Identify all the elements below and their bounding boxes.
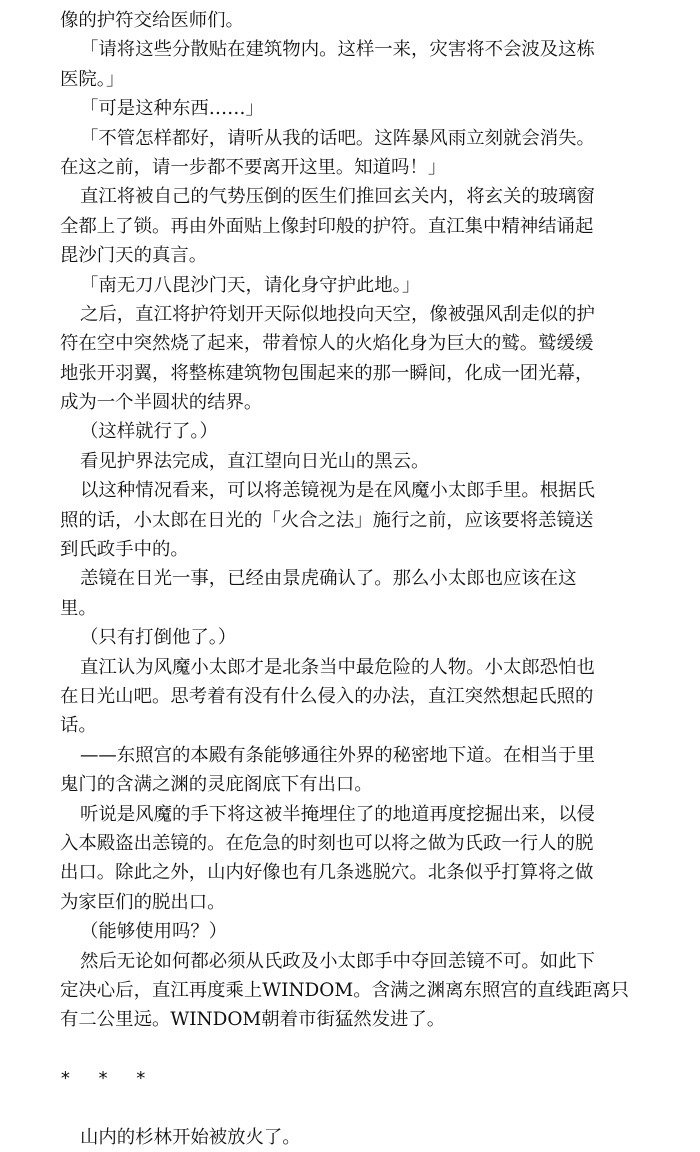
paragraph-line: 出口。除此之外，山内好像也有几条逃脱穴。北条似乎打算将之做 [60,862,594,884]
paragraph-line: 在这之前，请一步都不要离开这里。知道吗！」 [60,156,447,178]
paragraph-line: 直江认为风魔小太郎才是北条当中最危险的人物。小太郎恐怕也 [80,656,595,678]
paragraph-line: 「可是这种东西……」 [80,98,264,120]
novel-text-body [60,6,630,1035]
paragraph-line: 然后无论如何都必须从氏政及小太郎手中夺回恙镜不可。如此下 [80,950,595,972]
paragraph-line: 鬼门的含满之渊的灵庇阁底下有出口。 [60,774,373,796]
paragraph-line: 成为一个半圆状的结界。 [60,392,263,414]
paragraph-line: 全都上了锁。再由外面贴上像封印般的护符。直江集中精神结诵起 [60,215,594,237]
paragraph-line: 「南无刀八毘沙门天，请化身守护此地。」 [80,274,421,296]
paragraph-line: 山内的杉林开始被放火了。 [80,1126,301,1148]
blank-line [60,1035,630,1064]
section-separator: * * * [60,1068,155,1090]
paragraph-line: 为家臣们的脱出口。 [60,891,226,913]
paragraph-line: （这样就行了。） [80,421,218,443]
paragraph-line: 看见护界法完成，直江望向日光山的黑云。 [80,450,430,472]
document-page [60,6,630,1152]
paragraph-line: 像的护符交给医师们。 [60,10,244,31]
paragraph-line: 照的话，小太郎在日光的「火合之法」施行之前，应该要将恙镜送 [60,509,594,531]
paragraph-line: 医院。」 [60,68,125,90]
paragraph-line: 定决心后，直江再度乘上WINDOM。含满之渊离东照宫的直线距离只 [60,979,630,1001]
paragraph-line: 恙镜在日光一事，已经由景虎确认了。那么小太郎也应该在这 [80,568,577,590]
paragraph-line: 有二公里远。WINDOM朝着市街猛然发进了。 [60,1009,446,1031]
paragraph-line: 「不管怎样都好，请听从我的话吧。这阵暴风雨立刻就会消失。 [80,127,595,149]
paragraph-line: 直江将被自己的气势压倒的医生们推回玄关内，将玄关的玻璃窗 [80,186,595,208]
paragraph-line: ——东照宫的本殿有条能够通往外界的秘密地下道。在相当于里 [80,744,595,766]
paragraph-line: 话。 [60,715,97,737]
paragraph-line: 地张开羽翼，将整栋建筑物包围起来的那一瞬间，化成一团光幕， [60,362,594,384]
paragraph-line: 「请将这些分散贴在建筑物内。这样一来，灾害将不会波及这栋 [80,39,595,61]
paragraph-line: 到氏政手中的。 [60,539,189,561]
paragraph-line: 听说是风魔的手下将这被半掩埋住了的地道再度挖掘出来，以侵 [80,803,595,825]
paragraph-line: 符在空中突然烧了起来，带着惊人的火焰化身为巨大的鹫。鹫缓缓 [60,333,594,355]
paragraph-line: 之后，直江将护符划开天际似地投向天空，像被强风刮走似的护 [80,303,595,325]
blank-line [60,1093,630,1122]
paragraph-line: 毘沙门天的真言。 [60,245,208,267]
paragraph-line: （只有打倒他了。） [80,627,237,649]
paragraph-line: 里。 [60,597,97,619]
paragraph-line: 在日光山吧。思考着有没有什么侵入的办法，直江突然想起氏照的 [60,685,594,707]
paragraph-line: 入本殿盗出恙镜的。在危急的时刻也可以将之做为氏政一行人的脱 [60,832,594,854]
paragraph-line: （能够使用吗？） [80,921,228,943]
paragraph-line: 以这种情况看来，可以将恙镜视为是在风魔小太郎手里。根据氏 [80,480,595,502]
